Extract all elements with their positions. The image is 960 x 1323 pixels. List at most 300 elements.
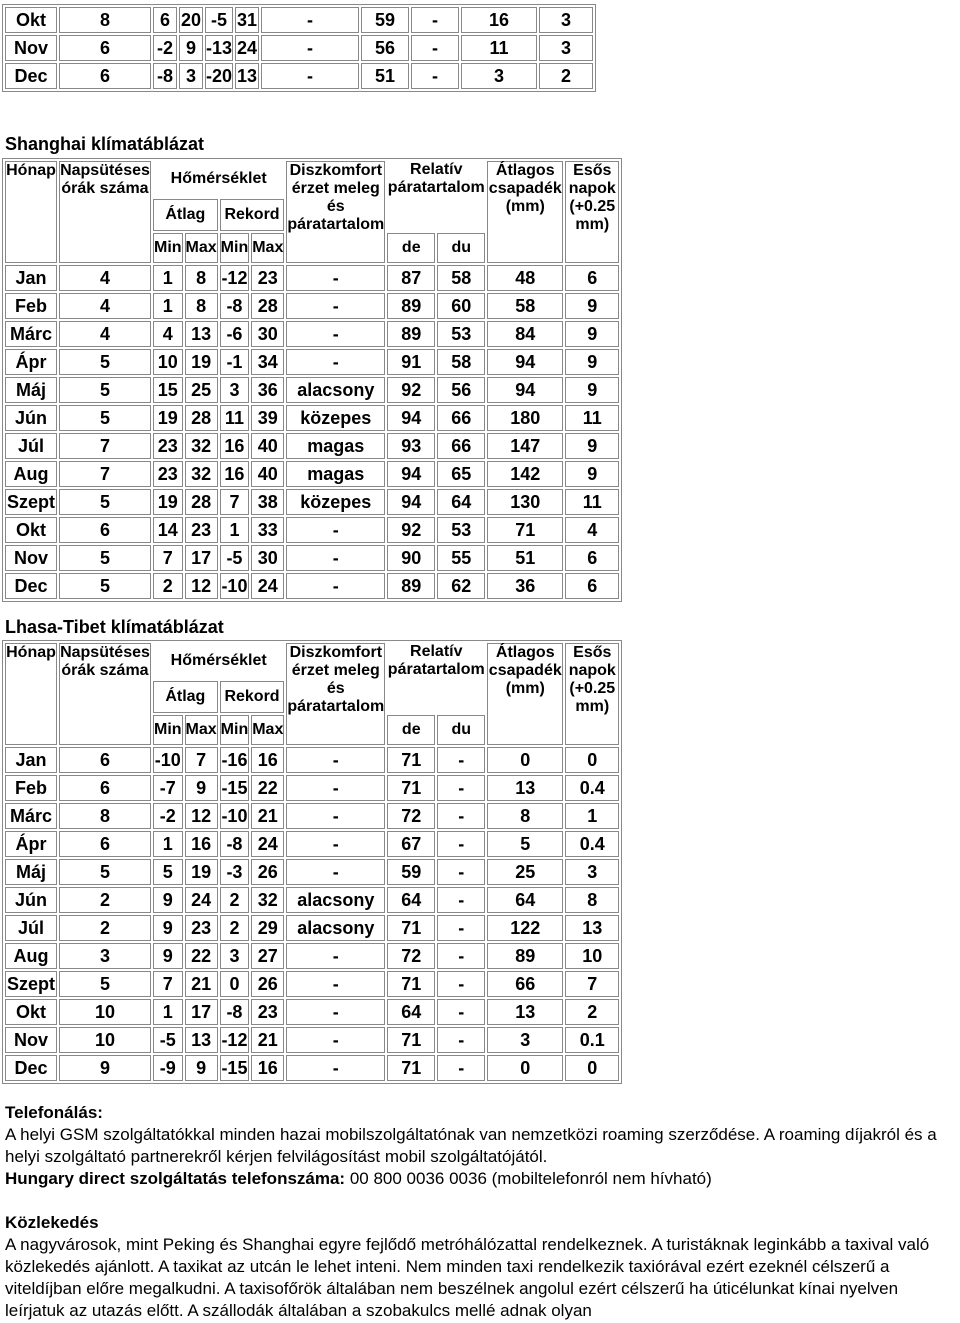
table-cell: 5: [59, 573, 151, 599]
table-cell: alacsony: [286, 887, 385, 913]
month-cell: Ápr: [5, 349, 57, 375]
table-cell: -: [437, 1027, 485, 1053]
table-cell: -: [437, 803, 485, 829]
table-cell: 56: [361, 35, 409, 61]
table-cell: -: [286, 747, 385, 773]
table-row: [5, 1055, 619, 1081]
table-cell: -15: [220, 775, 250, 801]
table-cell: 0: [565, 1055, 619, 1081]
table-cell: 8: [565, 887, 619, 913]
table-cell: 12: [185, 573, 218, 599]
lhasa-table-body: [5, 747, 619, 1081]
table-cell: 64: [437, 489, 485, 515]
table-row: [5, 859, 619, 885]
table-cell: 36: [487, 573, 563, 599]
table-cell: magas: [286, 433, 385, 459]
table-row: [5, 489, 619, 515]
header-humidity-spacer: [387, 681, 485, 713]
shanghai-climate-table: [2, 158, 622, 602]
table-cell: 38: [251, 489, 284, 515]
table-cell: 11: [565, 405, 619, 431]
table-cell: 34: [251, 349, 284, 375]
table-cell: 2: [59, 915, 151, 941]
table-cell: 7: [565, 971, 619, 997]
table-cell: 180: [487, 405, 563, 431]
table-cell: 72: [387, 943, 435, 969]
table-cell: 6: [59, 747, 151, 773]
table-row: [5, 943, 619, 969]
month-cell: Aug: [5, 943, 57, 969]
table-cell: -1: [220, 349, 250, 375]
table-cell: 6: [59, 517, 151, 543]
table-cell: 10: [59, 1027, 151, 1053]
table-cell: 1: [565, 803, 619, 829]
table-cell: 6: [59, 831, 151, 857]
table-cell: 2: [565, 999, 619, 1025]
table-cell: 91: [387, 349, 435, 375]
table-cell: alacsony: [286, 915, 385, 941]
table-cell: 94: [387, 489, 435, 515]
table-cell: 39: [251, 405, 284, 431]
table-cell: 13: [565, 915, 619, 941]
table-cell: 0.4: [565, 775, 619, 801]
table-row: [5, 775, 619, 801]
table-cell: 5: [59, 971, 151, 997]
table-cell: közepes: [286, 489, 385, 515]
header-humidity-spacer: [387, 199, 485, 231]
table-cell: -13: [205, 35, 233, 61]
month-cell: Aug: [5, 461, 57, 487]
table-cell: 7: [185, 747, 218, 773]
table-cell: 29: [251, 915, 284, 941]
month-cell: Okt: [5, 7, 57, 33]
shanghai-table-body: [5, 265, 619, 599]
table-cell: 72: [387, 803, 435, 829]
table-cell: 28: [251, 293, 284, 319]
header-pm: du: [437, 715, 485, 745]
table-cell: 122: [487, 915, 563, 941]
shanghai-title: Shanghai klímatáblázat: [5, 134, 205, 154]
table-row: [5, 35, 593, 61]
table-row: [5, 321, 619, 347]
table-row: [5, 747, 619, 773]
table-cell: -: [286, 321, 385, 347]
header-discomfort: Diszkomfort érzet meleg és páratartalom: [286, 643, 385, 745]
table-cell: 26: [251, 971, 284, 997]
header-rainfall: Átlagos csapadék (mm): [487, 643, 563, 745]
table-cell: 64: [387, 887, 435, 913]
table-cell: -9: [153, 1055, 183, 1081]
table-cell: 16: [251, 747, 284, 773]
month-cell: Jan: [5, 265, 57, 291]
table-cell: 23: [153, 461, 183, 487]
table-cell: 59: [361, 7, 409, 33]
table-cell: 36: [251, 377, 284, 403]
table-cell: 2: [220, 915, 250, 941]
table-cell: 19: [185, 349, 218, 375]
table-cell: 11: [565, 489, 619, 515]
transport-heading: Közlekedés: [5, 1213, 99, 1232]
header-rec-max: Max: [251, 715, 284, 745]
header-average: Átlag: [153, 681, 218, 713]
table-cell: -10: [220, 803, 250, 829]
table-cell: 40: [251, 433, 284, 459]
table-cell: 8: [59, 803, 151, 829]
table-cell: 16: [220, 461, 250, 487]
table-row: [5, 265, 619, 291]
phone-heading: Telefonálás:: [5, 1103, 103, 1122]
table-cell: -: [437, 915, 485, 941]
table-cell: 89: [387, 573, 435, 599]
table-cell: -2: [153, 35, 177, 61]
table-cell: 58: [487, 293, 563, 319]
table-cell: -10: [153, 747, 183, 773]
table-cell: 30: [251, 321, 284, 347]
table-cell: 26: [251, 859, 284, 885]
table-cell: 6: [59, 63, 151, 89]
table-cell: -20: [205, 63, 233, 89]
table-cell: -: [437, 775, 485, 801]
table-cell: 5: [59, 859, 151, 885]
table-cell: -6: [220, 321, 250, 347]
table-row: [5, 999, 619, 1025]
table-cell: -: [411, 7, 459, 33]
month-cell: Nov: [5, 35, 57, 61]
table-cell: 48: [487, 265, 563, 291]
table-cell: -: [286, 1055, 385, 1081]
table-cell: 9: [565, 433, 619, 459]
table-cell: 24: [235, 35, 259, 61]
table-cell: -5: [205, 7, 233, 33]
table-cell: 21: [185, 971, 218, 997]
table-cell: -: [286, 803, 385, 829]
header-am: de: [387, 715, 435, 745]
header-average: Átlag: [153, 199, 218, 231]
table-cell: 60: [437, 293, 485, 319]
table-cell: 24: [251, 831, 284, 857]
table-cell: 31: [235, 7, 259, 33]
table-row: [5, 831, 619, 857]
table-cell: 4: [59, 321, 151, 347]
table-cell: -: [286, 293, 385, 319]
table-cell: 13: [185, 1027, 218, 1053]
table-cell: -2: [153, 803, 183, 829]
table-row: [5, 377, 619, 403]
table-cell: -8: [153, 63, 177, 89]
table-cell: 12: [185, 803, 218, 829]
table-cell: 17: [185, 999, 218, 1025]
table-cell: 84: [487, 321, 563, 347]
table-cell: 92: [387, 377, 435, 403]
month-cell: Júl: [5, 915, 57, 941]
table-cell: 94: [487, 377, 563, 403]
table-cell: 58: [437, 265, 485, 291]
table-cell: 9: [565, 321, 619, 347]
header-sunshine: Napsütéses órák száma: [59, 161, 151, 263]
table-cell: 21: [251, 803, 284, 829]
table-cell: 130: [487, 489, 563, 515]
table-cell: 71: [387, 915, 435, 941]
table-cell: 0.1: [565, 1027, 619, 1053]
table-cell: 89: [487, 943, 563, 969]
table-cell: 0.4: [565, 831, 619, 857]
table-cell: 67: [387, 831, 435, 857]
table-cell: 17: [185, 545, 218, 571]
table-cell: 53: [437, 321, 485, 347]
table-cell: 3: [539, 7, 593, 33]
table-cell: 13: [235, 63, 259, 89]
table-cell: 4: [59, 293, 151, 319]
month-cell: Jan: [5, 747, 57, 773]
phone-direct-value: 00 800 0036 0036 (mobiltelefonról nem hívható): [345, 1169, 712, 1188]
table-row: [5, 573, 619, 599]
table-cell: -: [286, 265, 385, 291]
table-cell: 3: [461, 63, 537, 89]
table-cell: 40: [251, 461, 284, 487]
table-row: [5, 545, 619, 571]
table-cell: 59: [387, 859, 435, 885]
month-cell: Dec: [5, 1055, 57, 1081]
table-cell: 7: [153, 971, 183, 997]
table-cell: 71: [387, 1055, 435, 1081]
table-row: [5, 349, 619, 375]
table-cell: 0: [487, 1055, 563, 1081]
table-cell: -16: [220, 747, 250, 773]
month-cell: Máj: [5, 859, 57, 885]
table-row: [5, 433, 619, 459]
month-cell: Márc: [5, 803, 57, 829]
phone-direct-line: [5, 1168, 955, 1190]
table-cell: -: [411, 63, 459, 89]
table-cell: 58: [437, 349, 485, 375]
table-row: [5, 293, 619, 319]
table-cell: 6: [565, 573, 619, 599]
table-cell: 7: [220, 489, 250, 515]
table-cell: 10: [59, 999, 151, 1025]
table-cell: 0: [487, 747, 563, 773]
table-cell: -: [437, 1055, 485, 1081]
header-avg-min: Min: [153, 233, 183, 263]
table-cell: 23: [251, 999, 284, 1025]
table-cell: 66: [487, 971, 563, 997]
phone-direct-label: Hungary direct szolgáltatás telefonszáma:: [5, 1169, 346, 1188]
header-rainfall: Átlagos csapadék (mm): [487, 161, 563, 263]
table-row: [5, 803, 619, 829]
table-cell: 55: [437, 545, 485, 571]
table-cell: 6: [153, 7, 177, 33]
table-cell: 9: [153, 887, 183, 913]
table-cell: közepes: [286, 405, 385, 431]
table-cell: -: [286, 517, 385, 543]
header-avg-max: Max: [185, 715, 218, 745]
month-cell: Dec: [5, 573, 57, 599]
table-cell: 2: [539, 63, 593, 89]
table-cell: 8: [59, 7, 151, 33]
month-cell: Jún: [5, 887, 57, 913]
table-cell: 66: [437, 405, 485, 431]
table-cell: 0: [220, 971, 250, 997]
table-cell: -: [437, 943, 485, 969]
table-cell: 5: [59, 405, 151, 431]
table-cell: -12: [220, 265, 250, 291]
header-temperature: Hőmérséklet: [170, 652, 267, 669]
table-cell: 25: [185, 377, 218, 403]
table-row: [5, 63, 593, 89]
month-cell: Nov: [5, 545, 57, 571]
table-cell: 30: [251, 545, 284, 571]
table-cell: 7: [59, 433, 151, 459]
table-cell: 1: [153, 831, 183, 857]
month-cell: Nov: [5, 1027, 57, 1053]
table-cell: -: [286, 999, 385, 1025]
header-discomfort: Diszkomfort érzet meleg és páratartalom: [286, 161, 385, 263]
table-cell: 71: [387, 775, 435, 801]
table-cell: -: [437, 971, 485, 997]
header-temperature: Hőmérséklet: [170, 170, 267, 187]
table-cell: 13: [487, 775, 563, 801]
header-humidity: Relatív páratartalom: [387, 643, 485, 678]
table-cell: -5: [220, 545, 250, 571]
top-table-body: [5, 7, 593, 89]
month-cell: Márc: [5, 321, 57, 347]
table-cell: 65: [437, 461, 485, 487]
table-cell: -: [286, 1027, 385, 1053]
header-sunshine: Napsütéses órák száma: [59, 643, 151, 745]
table-cell: -: [261, 35, 359, 61]
month-cell: Szept: [5, 489, 57, 515]
table-cell: 8: [487, 803, 563, 829]
table-cell: 4: [565, 517, 619, 543]
table-cell: 21: [251, 1027, 284, 1053]
header-avg-min: Min: [153, 715, 183, 745]
table-cell: -: [437, 747, 485, 773]
table-cell: 89: [387, 293, 435, 319]
table-cell: 2: [59, 887, 151, 913]
table-row: [5, 971, 619, 997]
table-cell: 1: [153, 999, 183, 1025]
table-cell: 147: [487, 433, 563, 459]
header-month: Hónap: [5, 161, 57, 263]
table-cell: 22: [251, 775, 284, 801]
table-cell: -: [286, 573, 385, 599]
table-cell: 3: [487, 1027, 563, 1053]
table-cell: -8: [220, 831, 250, 857]
table-cell: 20: [179, 7, 203, 33]
table-cell: 64: [387, 999, 435, 1025]
table-cell: 1: [220, 517, 250, 543]
table-cell: 32: [185, 461, 218, 487]
header-rec-min: Min: [220, 233, 250, 263]
table-cell: 9: [185, 1055, 218, 1081]
top-climate-table: [2, 4, 596, 92]
table-cell: 71: [487, 517, 563, 543]
table-cell: 16: [461, 7, 537, 33]
table-cell: -: [286, 943, 385, 969]
table-cell: 5: [59, 377, 151, 403]
table-cell: 3: [220, 943, 250, 969]
table-cell: 4: [59, 265, 151, 291]
table-cell: -5: [153, 1027, 183, 1053]
table-cell: 0: [565, 747, 619, 773]
table-row: [5, 915, 619, 941]
header-avg-max: Max: [185, 233, 218, 263]
table-cell: 71: [387, 1027, 435, 1053]
table-cell: 23: [185, 915, 218, 941]
table-cell: -: [286, 971, 385, 997]
table-cell: 9: [565, 461, 619, 487]
table-cell: 51: [361, 63, 409, 89]
table-row: [5, 887, 619, 913]
table-cell: -: [286, 545, 385, 571]
table-cell: 6: [59, 35, 151, 61]
table-cell: alacsony: [286, 377, 385, 403]
header-rain-days: Esős napok (+0.25 mm): [565, 643, 619, 745]
table-cell: -: [261, 7, 359, 33]
table-cell: 24: [251, 573, 284, 599]
table-cell: 66: [437, 433, 485, 459]
table-cell: 16: [185, 831, 218, 857]
table-cell: 19: [153, 405, 183, 431]
table-row: [5, 405, 619, 431]
table-cell: 94: [487, 349, 563, 375]
table-row: [5, 7, 593, 33]
table-cell: 13: [185, 321, 218, 347]
table-cell: 94: [387, 461, 435, 487]
transport-paragraph: A nagyvárosok, mint Peking és Shanghai egyre fejlődő metróhálózattal rendelkeznek. A turistáknak leginkább a taxival való közlekedés ajánlott. A taxikat az utcán le lehet inteni. Nem minden taxi rendelkezik taxiórával ezért ezeknél célszerű a viteldíjban előre megalkudni. A taxisofőrök általában nem beszélnek angolul ezért célszerű ha úticélunkat kínai nyelven leírjatuk az utazás előtt. A szállodák általában a szobakulcs mellé adnak olyan: [5, 1235, 930, 1320]
table-cell: 71: [387, 971, 435, 997]
table-cell: 10: [565, 943, 619, 969]
header-am: de: [387, 233, 435, 263]
table-cell: 11: [220, 405, 250, 431]
table-cell: -: [286, 775, 385, 801]
table-cell: 87: [387, 265, 435, 291]
table-cell: 15: [153, 377, 183, 403]
table-cell: 11: [461, 35, 537, 61]
header-record: Rekord: [220, 199, 285, 231]
table-cell: -: [286, 349, 385, 375]
table-cell: 51: [487, 545, 563, 571]
table-cell: -: [261, 63, 359, 89]
table-cell: 9: [153, 915, 183, 941]
table-cell: 8: [185, 293, 218, 319]
table-cell: magas: [286, 461, 385, 487]
table-cell: 53: [437, 517, 485, 543]
table-cell: 27: [251, 943, 284, 969]
table-cell: 142: [487, 461, 563, 487]
table-cell: -: [437, 831, 485, 857]
table-cell: 4: [153, 321, 183, 347]
table-cell: 28: [185, 405, 218, 431]
month-cell: Szept: [5, 971, 57, 997]
header-record: Rekord: [220, 681, 285, 713]
table-row: [5, 517, 619, 543]
table-cell: 3: [59, 943, 151, 969]
table-cell: 6: [565, 265, 619, 291]
table-row: [5, 1027, 619, 1053]
header-pm: du: [437, 233, 485, 263]
table-cell: -7: [153, 775, 183, 801]
table-cell: 1: [153, 293, 183, 319]
header-rain-days: Esős napok (+0.25 mm): [565, 161, 619, 263]
header-humidity: Relatív páratartalom: [387, 161, 485, 196]
month-cell: Ápr: [5, 831, 57, 857]
table-cell: 5: [59, 489, 151, 515]
month-cell: Feb: [5, 775, 57, 801]
table-cell: 9: [185, 775, 218, 801]
table-cell: -15: [220, 1055, 250, 1081]
table-cell: 16: [251, 1055, 284, 1081]
table-cell: 33: [251, 517, 284, 543]
